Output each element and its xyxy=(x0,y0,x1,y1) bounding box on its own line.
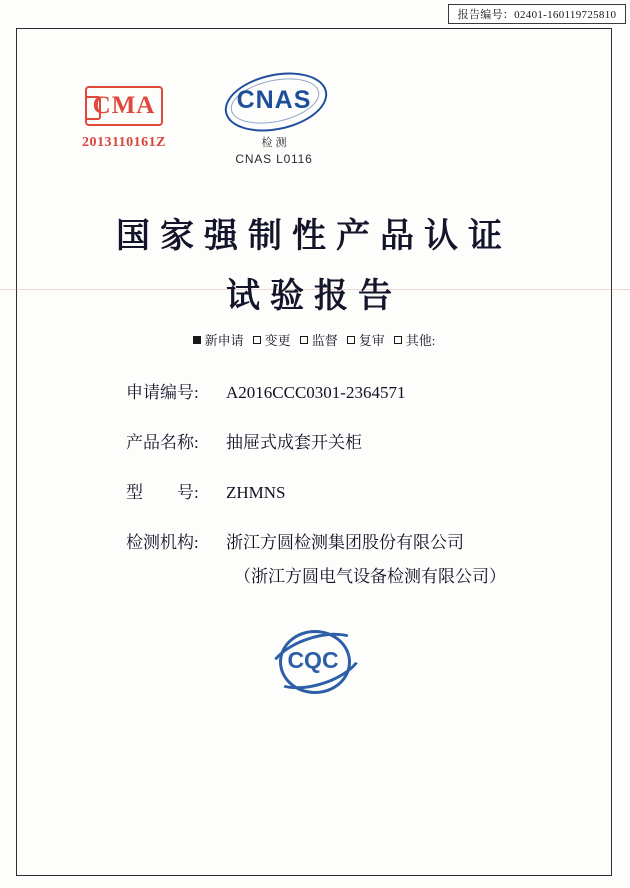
cqc-seal-icon xyxy=(265,628,361,692)
cnas-mark-block xyxy=(184,72,364,166)
field-value: 浙江方圆检测集团股份有限公司 xyxy=(226,533,464,552)
field-value: A2016CCC0301-2364571 xyxy=(226,383,406,402)
field-value: ZHMNS xyxy=(226,483,286,502)
option-label: 监督 xyxy=(311,333,338,348)
cqc-letters: CQC xyxy=(287,647,339,673)
cma-icon xyxy=(85,86,163,126)
report-number-label: 报告编号：02401-160119725810 xyxy=(457,9,617,21)
field-value: 抽屉式成套开关柜 xyxy=(226,433,362,452)
field-model xyxy=(16,478,612,503)
cnas-subtitle: 检 测 xyxy=(261,137,287,149)
report-number-box xyxy=(448,4,626,24)
checkbox-icon[interactable] xyxy=(300,336,308,344)
field-label: 检测机构: xyxy=(126,533,199,552)
page-subtitle: 试验报告 xyxy=(226,278,402,315)
cma-letters: CMA xyxy=(92,92,156,119)
option-label: 其他: xyxy=(405,333,436,348)
checkbox-icon[interactable] xyxy=(253,336,261,344)
accreditation-marks xyxy=(16,60,612,190)
field-label: 申请编号: xyxy=(126,383,199,402)
cma-code: 2013110161Z xyxy=(81,135,167,150)
cnas-code: CNAS L0116 xyxy=(235,152,313,166)
checkbox-icon[interactable] xyxy=(193,336,201,344)
field-label: 产品名称: xyxy=(126,433,199,452)
option-review[interactable] xyxy=(347,330,385,349)
cnas-icon xyxy=(218,72,330,132)
field-list xyxy=(16,378,612,612)
option-label: 变更 xyxy=(264,333,291,348)
checkbox-icon[interactable] xyxy=(347,336,355,344)
report-type-options xyxy=(16,330,612,349)
option-label: 新申请 xyxy=(204,333,244,348)
field-application-number xyxy=(16,378,612,403)
field-testing-organization-secondary: （浙江方圆电气设备检测有限公司） xyxy=(234,567,506,586)
page-title: 国家强制性产品认证 xyxy=(116,218,512,255)
option-supervision[interactable] xyxy=(300,330,338,349)
cnas-letters: CNAS xyxy=(236,86,312,114)
cma-mark-block xyxy=(44,86,204,151)
option-other[interactable] xyxy=(394,330,436,349)
field-testing-organization xyxy=(16,528,612,553)
option-new-application[interactable] xyxy=(193,330,244,349)
field-product-name xyxy=(16,428,612,453)
field-label: 型 号: xyxy=(126,483,199,502)
option-label: 复审 xyxy=(358,333,385,348)
checkbox-icon[interactable] xyxy=(394,336,402,344)
option-change[interactable] xyxy=(253,330,291,349)
